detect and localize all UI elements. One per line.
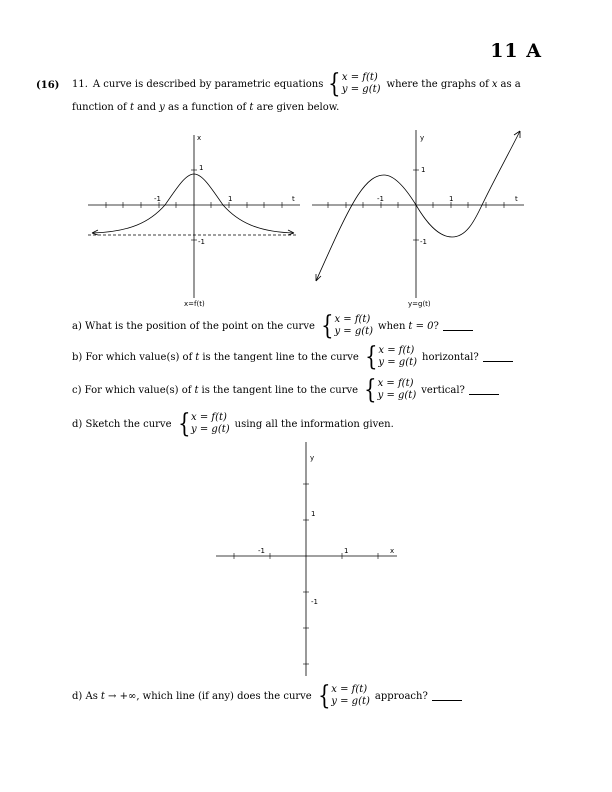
question-c-text: c) For which value(s) of <box>72 384 192 396</box>
line2-end: as a function of <box>168 102 247 113</box>
question-a-post: when <box>378 320 406 332</box>
brace-symbol: { <box>364 342 378 372</box>
question-e-post: approach? <box>374 690 428 702</box>
graph-f-caption: x=f(t) <box>184 300 205 308</box>
sketch-ytick-neg1: -1 <box>311 598 318 606</box>
equation-y: y = g(t) <box>377 390 417 401</box>
var-t: t <box>129 102 134 113</box>
sketch-ytick-1: 1 <box>311 510 316 518</box>
question-d-post: using all the information given. <box>234 418 394 430</box>
equation-y: y = g(t) <box>341 84 381 95</box>
var-x: x <box>491 78 498 90</box>
equation-y: y = g(t) <box>378 357 418 368</box>
line2-tail: are given below. <box>256 102 340 113</box>
question-b-text: b) For which value(s) of <box>72 351 193 363</box>
problem-number: 11. <box>72 78 88 90</box>
answer-blank-e[interactable] <box>432 691 462 701</box>
sketch-vlabel: y <box>310 454 315 462</box>
question-d-text: d) Sketch the curve <box>72 418 172 430</box>
brace-symbol: { <box>328 69 341 99</box>
equation-y: y = g(t) <box>334 326 374 337</box>
var-t: t <box>195 351 200 363</box>
and-text: and <box>137 102 156 113</box>
graph-g-tick-neg1: -1 <box>377 195 384 203</box>
page-title: 11 A <box>490 40 542 62</box>
question-e <box>72 681 462 711</box>
var-t: t <box>194 384 199 396</box>
graph-g-caption: y=g(t) <box>408 300 431 308</box>
points-label: (16) <box>36 80 60 91</box>
var-t-2: t <box>249 102 254 113</box>
parametric-system <box>331 684 370 708</box>
equation-y: y = g(t) <box>191 424 230 435</box>
question-e-cond: t → +∞ <box>100 690 137 702</box>
graph-g-hlabel: t <box>515 195 518 203</box>
question-a-q: ? <box>433 320 439 332</box>
brace-symbol: { <box>317 681 331 711</box>
graph-g-vlabel: y <box>420 134 425 142</box>
sketch-hlabel: x <box>390 547 395 555</box>
question-b-post: horizontal? <box>422 351 479 363</box>
equation-x: x = f(t) <box>191 412 227 423</box>
graph-g-ytick-neg1: -1 <box>420 238 427 246</box>
graph-f-vlabel: x <box>197 134 202 142</box>
question-a-text: a) What is the position of the point on the curve <box>72 320 315 332</box>
question-c-mid: is the tangent line to the curve <box>201 384 359 396</box>
graph-f-hlabel: t <box>292 195 295 203</box>
question-c-post: vertical? <box>421 384 465 396</box>
graph-g-tick-1: 1 <box>449 195 454 203</box>
question-e-text: d) As <box>72 690 98 702</box>
question-b-mid: is the tangent line to the curve <box>202 351 359 363</box>
graph-g-ytick-1: 1 <box>421 166 426 174</box>
equation-x: x = f(t) <box>377 378 414 389</box>
line2-text: function of <box>72 102 127 113</box>
equation-x: x = f(t) <box>334 314 371 325</box>
question-a-cond: t = 0 <box>408 320 434 332</box>
graph-f-tick-neg1: -1 <box>154 195 161 203</box>
brace-symbol: { <box>364 375 377 405</box>
equation-y: y = g(t) <box>331 696 370 707</box>
graph-f-tick-1: 1 <box>228 195 233 203</box>
brace-symbol: { <box>177 409 190 439</box>
question-e-mid: , which line (if any) does the curve <box>136 690 312 702</box>
sketch-tick-1: 1 <box>344 547 349 555</box>
brace-symbol: { <box>320 311 334 341</box>
intro-mid: as a <box>500 78 521 90</box>
equation-x: x = f(t) <box>378 345 415 356</box>
sketch-tick-neg1: -1 <box>258 547 265 555</box>
graph-f-ytick-neg1: -1 <box>198 238 205 246</box>
intro-after: where the graphs of <box>386 78 489 90</box>
equation-x: x = f(t) <box>331 684 368 695</box>
equation-x: x = f(t) <box>341 72 378 83</box>
var-y: y <box>159 102 165 113</box>
graph-f-ytick-1: 1 <box>199 164 204 172</box>
intro-text: A curve is described by parametric equations <box>92 78 324 90</box>
